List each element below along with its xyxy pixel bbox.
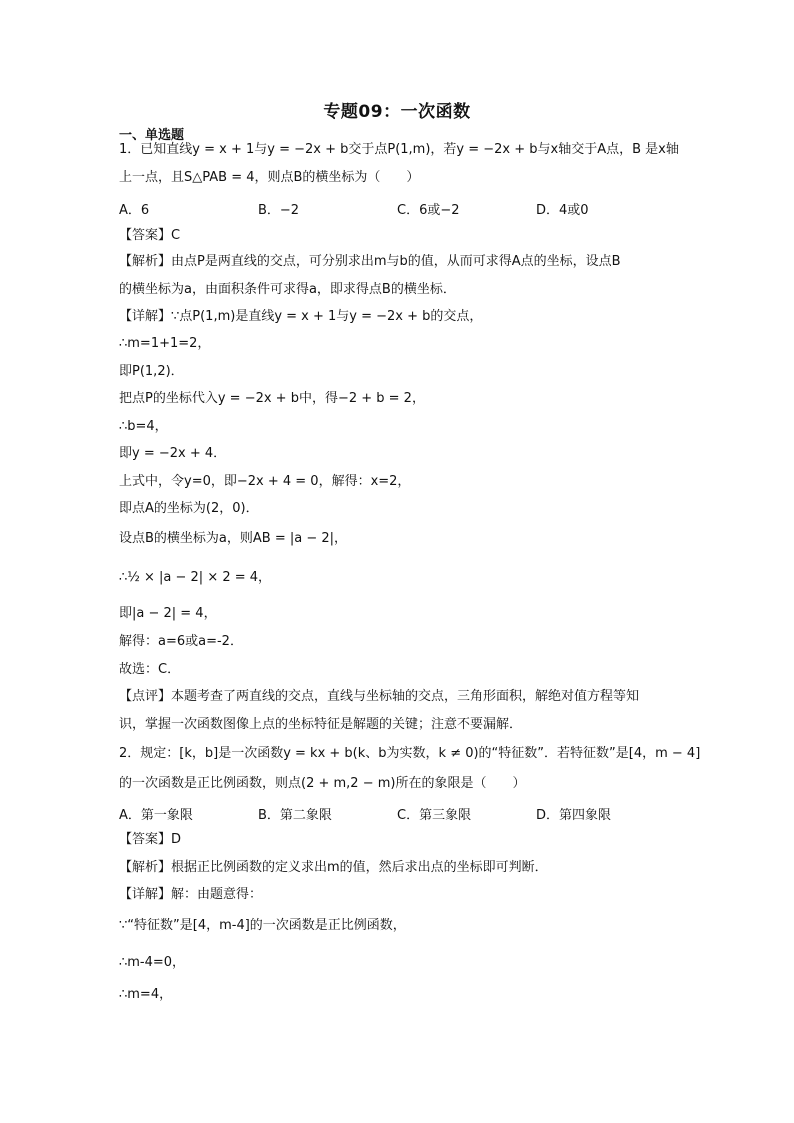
choice-a: A．第一象限	[119, 808, 193, 823]
question-1-answer: 【答案】C	[119, 228, 181, 243]
detail-line: 【详解】∵点P(1,m)是直线y = x + 1与y = −2x + b的交点，	[119, 309, 483, 324]
detail-line: 【详解】解：由题意得：	[119, 887, 263, 902]
choice-a: A．6	[119, 203, 150, 218]
question-2-line-1: 2．规定：[k，b]是一次函数y = kx + b(k、b为实数，k ≠ 0)的“特征数”．若特征数”是[4，m − 4]	[119, 746, 701, 761]
detail-line: ∴m-4=0，	[119, 955, 186, 970]
page-title: 专题09：一次函数	[323, 102, 471, 122]
detail-line: 即点A的坐标为(2，0)．	[119, 501, 259, 516]
question-2-line-2: 的一次函数是正比例函数，则点(2 + m,2 − m)所在的象限是（ ）	[119, 776, 526, 791]
question-1-comment-line-1: 【点评】本题考查了两直线的交点，直线与坐标轴的交点，三角形面积，解绝对值方程等知	[119, 689, 640, 704]
detail-line: 上式中，令y=0，即−2x + 4 = 0，解得：x=2，	[119, 474, 411, 489]
detail-line: 故选：C．	[119, 662, 181, 677]
question-1-line-2: 上一点，且S△PAB = 4，则点B的横坐标为（ ）	[119, 170, 420, 185]
question-2-choices	[119, 804, 679, 823]
detail-line: 即y = −2x + 4．	[119, 446, 227, 461]
section-heading: 一、单选题	[119, 128, 185, 143]
choice-d: D．第四象限	[536, 808, 612, 823]
detail-line: 即|a − 2| = 4，	[119, 606, 217, 621]
question-2-answer: 【答案】D	[119, 832, 182, 847]
question-1-analysis-line-2: 的横坐标为a，由面积条件可求得a，即求得点B的横坐标．	[119, 282, 456, 297]
choice-c: C．第三象限	[397, 808, 472, 823]
detail-line: ∴m=1+1=2，	[119, 336, 211, 351]
choice-b: B．第二象限	[258, 808, 332, 823]
choice-b: B．−2	[258, 203, 300, 218]
detail-line: 即P(1,2)．	[119, 364, 184, 379]
detail-line: ∴b=4，	[119, 419, 168, 434]
question-2-analysis: 【解析】根据正比例函数的定义求出m的值，然后求出点的坐标即可判断．	[119, 860, 548, 875]
question-1-comment-line-2: 识，掌握一次函数图像上点的坐标特征是解题的关键；注意不要漏解．	[119, 717, 523, 732]
question-1-analysis-line-1: 【解析】由点P是两直线的交点，可分别求出m与b的值，从而可求得A点的坐标，设点B	[119, 254, 621, 269]
choice-d: D．4或0	[536, 203, 589, 218]
question-1-choices	[119, 199, 679, 218]
detail-line: 把点P的坐标代入y = −2x + b中，得−2 + b = 2，	[119, 391, 425, 406]
detail-line: 设点B的横坐标为a，则AB = |a − 2|，	[119, 531, 348, 546]
question-1-line-1: 1．已知直线y = x + 1与y = −2x + b交于点P(1,m)，若y = −2x + b与x轴交于A点，B 是x轴	[119, 142, 679, 157]
detail-line: ∵“特征数”是[4，m-4]的一次函数是正比例函数，	[119, 918, 406, 933]
choice-c: C．6或−2	[397, 203, 460, 218]
detail-line: 解得：a=6或a=-2．	[119, 634, 243, 649]
detail-line: ∴½ × |a − 2| × 2 = 4，	[119, 570, 272, 585]
detail-line: ∴m=4，	[119, 987, 173, 1002]
